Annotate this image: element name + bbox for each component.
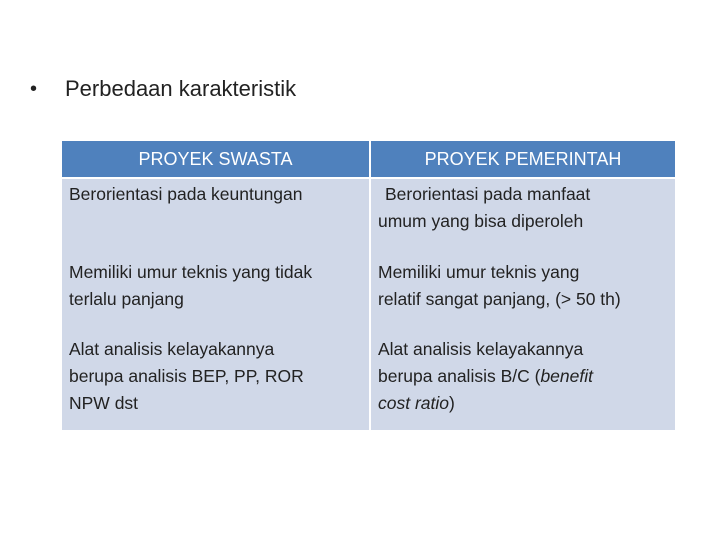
bullet-icon: • [30, 77, 38, 100]
cell-text: Berorientasi pada keuntungan [69, 184, 303, 204]
cell-text-line: Memiliki umur teknis yang tidak [69, 262, 313, 282]
header-proyek-swasta: PROYEK SWASTA [62, 141, 370, 178]
cell-text-line [371, 390, 675, 417]
table-header-row [62, 141, 675, 178]
table-cell [62, 256, 370, 336]
cell-text-line: terlalu panjang [69, 289, 184, 309]
cell-italic-text: benefit [540, 366, 593, 386]
header-proyek-pemerintah: PROYEK PEMERINTAH [370, 141, 675, 178]
cell-text-line: Memiliki umur teknis yang [378, 262, 580, 282]
cell-text-line [371, 363, 675, 390]
cell-text-fragment: berupa analisis B/C ( [378, 366, 541, 386]
cell-italic-text: cost ratio [378, 393, 449, 413]
table-cell [62, 178, 370, 256]
table-row [62, 256, 675, 336]
table-cell [62, 336, 370, 430]
cell-text-line: Alat analisis kelayakannya [378, 339, 584, 359]
cell-text-line: umum yang bisa diperoleh [378, 211, 584, 231]
comparison-table [62, 141, 675, 430]
cell-text-line: Berorientasi pada manfaat [385, 184, 591, 204]
table-cell [370, 256, 675, 336]
cell-text-fragment: ) [449, 393, 455, 413]
table-row [62, 178, 675, 256]
cell-text-line: Alat analisis kelayakannya [69, 339, 275, 359]
slide-heading [30, 76, 296, 102]
table-cell [370, 336, 675, 430]
table-cell [370, 178, 675, 256]
cell-text-line: NPW dst [69, 393, 139, 413]
table-row [62, 336, 675, 430]
cell-text-line: relatif sangat panjang, (> 50 th) [378, 289, 621, 309]
cell-text-line: berupa analisis BEP, PP, ROR [69, 366, 304, 386]
heading-text: Perbedaan karakteristik [65, 76, 297, 101]
